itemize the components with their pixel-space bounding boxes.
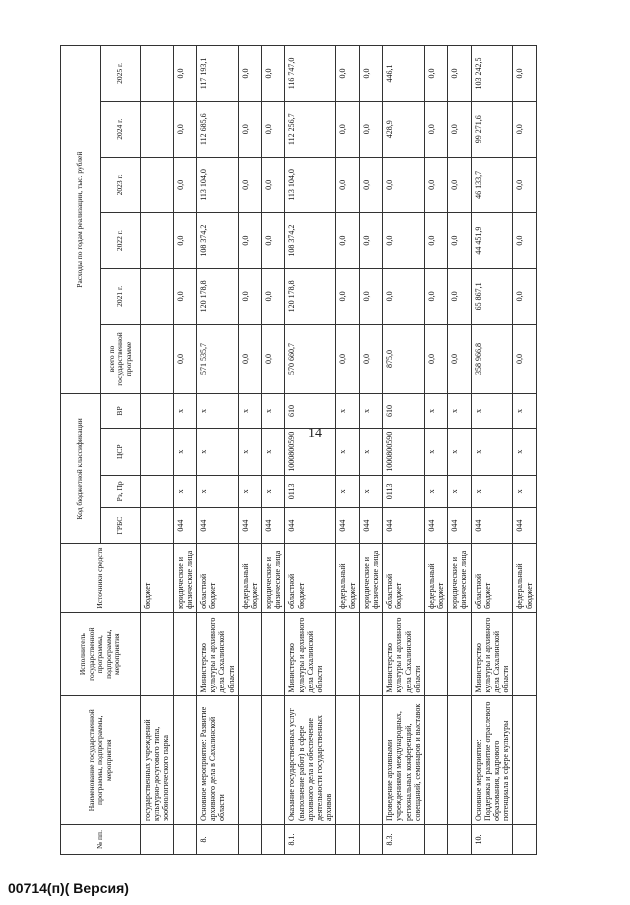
cell-source: юридические и физические лица	[173, 544, 196, 613]
cell-name	[238, 696, 261, 825]
cell-source: областной бюджет	[196, 544, 238, 613]
cell-num: 10.	[471, 825, 513, 855]
cell-vr	[141, 394, 174, 428]
cell-name: Основное мероприятие: Поддержка и развитие отраслевого образования, кадрового потенциала в сфере культуры	[471, 696, 513, 825]
cell-y2021: 0,0	[238, 268, 261, 324]
cell-csr: x	[238, 428, 261, 475]
cell-y2024: 112 685,6	[196, 101, 238, 157]
cell-y2024: 0,0	[238, 101, 261, 157]
header-2025: 2025 г.	[101, 46, 141, 102]
cell-executor	[359, 612, 382, 696]
cell-name: Проведение архивными учреждениями международных, региональных конференций, совещаний, семинаров и выставок	[383, 696, 425, 825]
header-expenses: Расходы по годам реализации, тыс. рублей	[61, 46, 101, 394]
cell-executor: Министерство культуры и архивного дела Сахалинской области	[383, 612, 425, 696]
cell-vr: x	[448, 394, 471, 428]
cell-rzpr: x	[336, 475, 359, 507]
cell-executor	[141, 612, 174, 696]
cell-y2021: 65 867,1	[471, 268, 513, 324]
cell-num	[262, 825, 285, 855]
cell-rzpr: x	[238, 475, 261, 507]
cell-csr: x	[513, 428, 536, 475]
cell-csr: x	[424, 428, 447, 475]
cell-csr: x	[196, 428, 238, 475]
cell-y2021	[141, 268, 174, 324]
cell-y2023: 0,0	[238, 157, 261, 213]
cell-source: юридические и физические лица	[448, 544, 471, 613]
table-body	[141, 46, 537, 855]
cell-name: Оказание государственных услуг (выполнение работ) в сфере архивного дела и обеспечение деятельности государственных архивов	[285, 696, 336, 825]
cell-y2024: 0,0	[262, 101, 285, 157]
header-total: всего по государственной программе	[101, 324, 141, 394]
cell-y2022: 0,0	[238, 213, 261, 269]
cell-executor	[424, 612, 447, 696]
cell-source: областной бюджет	[383, 544, 425, 613]
table-row	[471, 46, 513, 855]
cell-name	[448, 696, 471, 825]
cell-executor: Министерство культуры и архивного дела Сахалинской области	[285, 612, 336, 696]
cell-vr: x	[359, 394, 382, 428]
cell-rzpr: 0113	[383, 475, 425, 507]
cell-executor: Министерство культуры и архивного дела Сахалинской области	[471, 612, 513, 696]
cell-y2024	[141, 101, 174, 157]
cell-total: 0,0	[173, 324, 196, 394]
header-2024: 2024 г.	[101, 101, 141, 157]
cell-rzpr: x	[262, 475, 285, 507]
cell-y2023: 0,0	[383, 157, 425, 213]
cell-y2021: 0,0	[383, 268, 425, 324]
cell-vr: x	[196, 394, 238, 428]
table-row	[336, 46, 359, 855]
cell-csr: 1000800590	[285, 428, 336, 475]
cell-num: 8.1.	[285, 825, 336, 855]
page-number: 14	[308, 426, 322, 441]
table-row	[141, 46, 174, 855]
cell-vr: x	[424, 394, 447, 428]
table-row	[383, 46, 425, 855]
cell-total: 875,0	[383, 324, 425, 394]
cell-source: федеральный бюджет	[424, 544, 447, 613]
table-row	[513, 46, 536, 855]
cell-grbs: 044	[471, 507, 513, 543]
header-2021: 2021 г.	[101, 268, 141, 324]
cell-y2025: 0,0	[262, 46, 285, 102]
cell-y2025: 0,0	[238, 46, 261, 102]
cell-vr: x	[173, 394, 196, 428]
cell-y2025	[141, 46, 174, 102]
header-executor: Исполнитель государственной программы, подпрограммы, мероприятия	[61, 612, 141, 696]
cell-vr: x	[238, 394, 261, 428]
cell-executor	[336, 612, 359, 696]
cell-y2022: 0,0	[424, 213, 447, 269]
cell-csr: x	[448, 428, 471, 475]
cell-source: федеральный бюджет	[238, 544, 261, 613]
cell-y2023: 0,0	[336, 157, 359, 213]
cell-y2022: 44 451,9	[471, 213, 513, 269]
cell-y2023: 0,0	[262, 157, 285, 213]
cell-y2022	[141, 213, 174, 269]
cell-csr	[141, 428, 174, 475]
cell-vr: x	[336, 394, 359, 428]
cell-y2023: 0,0	[448, 157, 471, 213]
cell-grbs: 044	[448, 507, 471, 543]
cell-total: 358 966,8	[471, 324, 513, 394]
cell-y2022: 0,0	[359, 213, 382, 269]
cell-executor	[448, 612, 471, 696]
cell-y2025: 0,0	[359, 46, 382, 102]
cell-total: 0,0	[336, 324, 359, 394]
cell-vr: 610	[383, 394, 425, 428]
table-row	[448, 46, 471, 855]
cell-name: Основное мероприятие: Развитие архивного дела в Сахалинской области	[196, 696, 238, 825]
cell-num	[359, 825, 382, 855]
table-row	[196, 46, 238, 855]
cell-total: 571 535,7	[196, 324, 238, 394]
cell-grbs: 044	[336, 507, 359, 543]
cell-csr: x	[471, 428, 513, 475]
header-budget-code: Код бюджетной классификации	[61, 394, 101, 544]
header-num: № пп.	[61, 825, 141, 855]
cell-num	[336, 825, 359, 855]
cell-executor	[513, 612, 536, 696]
cell-csr: x	[262, 428, 285, 475]
cell-y2022: 0,0	[173, 213, 196, 269]
cell-total: 570 660,7	[285, 324, 336, 394]
cell-grbs: 044	[383, 507, 425, 543]
cell-rzpr: x	[448, 475, 471, 507]
cell-num	[448, 825, 471, 855]
cell-rzpr: x	[424, 475, 447, 507]
cell-y2025: 103 242,5	[471, 46, 513, 102]
cell-y2023: 0,0	[173, 157, 196, 213]
cell-num	[173, 825, 196, 855]
cell-y2025: 0,0	[173, 46, 196, 102]
cell-rzpr: 0113	[285, 475, 336, 507]
header-grbs: ГРБС	[101, 507, 141, 543]
cell-executor	[173, 612, 196, 696]
cell-name	[359, 696, 382, 825]
cell-rzpr: x	[359, 475, 382, 507]
cell-y2021: 0,0	[336, 268, 359, 324]
cell-y2025: 0,0	[513, 46, 536, 102]
cell-y2024: 0,0	[424, 101, 447, 157]
cell-y2022: 0,0	[513, 213, 536, 269]
cell-name	[424, 696, 447, 825]
table-row	[285, 46, 336, 855]
cell-executor: Министерство культуры и архивного дела Сахалинской области	[196, 612, 238, 696]
cell-executor	[238, 612, 261, 696]
cell-y2024: 0,0	[173, 101, 196, 157]
cell-y2024: 112 256,7	[285, 101, 336, 157]
cell-y2024: 0,0	[359, 101, 382, 157]
cell-name	[173, 696, 196, 825]
header-csr: ЦСР	[101, 428, 141, 475]
table-row	[173, 46, 196, 855]
cell-total: 0,0	[448, 324, 471, 394]
cell-y2022: 0,0	[383, 213, 425, 269]
cell-y2022: 108 374,2	[285, 213, 336, 269]
cell-source: бюджет	[141, 544, 174, 613]
cell-num	[424, 825, 447, 855]
cell-rzpr: x	[513, 475, 536, 507]
cell-y2024: 0,0	[513, 101, 536, 157]
cell-y2023: 0,0	[424, 157, 447, 213]
cell-total: 0,0	[238, 324, 261, 394]
cell-y2024: 0,0	[448, 101, 471, 157]
cell-y2025: 0,0	[448, 46, 471, 102]
cell-y2025: 117 193,1	[196, 46, 238, 102]
cell-grbs: 044	[513, 507, 536, 543]
cell-y2021: 0,0	[424, 268, 447, 324]
cell-y2021: 120 178,8	[196, 268, 238, 324]
cell-name	[513, 696, 536, 825]
cell-source: областной бюджет	[471, 544, 513, 613]
header-name: Наименование государственной программы, подпрограммы, мероприятия	[61, 696, 141, 825]
table-row	[424, 46, 447, 855]
expenses-table	[60, 45, 537, 855]
cell-source: федеральный бюджет	[513, 544, 536, 613]
cell-total: 0,0	[359, 324, 382, 394]
cell-grbs: 044	[173, 507, 196, 543]
cell-y2025: 0,0	[336, 46, 359, 102]
cell-total: 0,0	[513, 324, 536, 394]
cell-grbs: 044	[285, 507, 336, 543]
cell-grbs: 044	[424, 507, 447, 543]
cell-grbs: 044	[238, 507, 261, 543]
table-header	[61, 46, 141, 855]
table-row	[238, 46, 261, 855]
version-stamp: 00714(п)( Версия)	[8, 880, 129, 896]
cell-rzpr	[141, 475, 174, 507]
cell-y2023: 0,0	[513, 157, 536, 213]
cell-y2024: 0,0	[336, 101, 359, 157]
cell-rzpr: x	[196, 475, 238, 507]
cell-y2024: 428,9	[383, 101, 425, 157]
cell-y2023: 46 133,7	[471, 157, 513, 213]
cell-y2021: 0,0	[262, 268, 285, 324]
cell-y2022: 0,0	[336, 213, 359, 269]
cell-grbs: 044	[359, 507, 382, 543]
cell-y2025: 116 747,0	[285, 46, 336, 102]
cell-y2021: 0,0	[173, 268, 196, 324]
table-row	[359, 46, 382, 855]
cell-y2022: 0,0	[262, 213, 285, 269]
cell-source: областной бюджет	[285, 544, 336, 613]
cell-name	[336, 696, 359, 825]
cell-num	[513, 825, 536, 855]
table-rotator	[60, 45, 590, 855]
cell-name	[262, 696, 285, 825]
cell-vr: 610	[285, 394, 336, 428]
cell-y2025: 0,0	[424, 46, 447, 102]
cell-csr: x	[173, 428, 196, 475]
header-2022: 2022 г.	[101, 213, 141, 269]
cell-y2021: 0,0	[448, 268, 471, 324]
header-2023: 2023 г.	[101, 157, 141, 213]
cell-num	[238, 825, 261, 855]
cell-rzpr: x	[173, 475, 196, 507]
cell-grbs: 044	[196, 507, 238, 543]
cell-executor	[262, 612, 285, 696]
cell-total: 0,0	[424, 324, 447, 394]
cell-num: 8.	[196, 825, 238, 855]
cell-vr: x	[513, 394, 536, 428]
cell-y2023: 113 104,0	[196, 157, 238, 213]
cell-num	[141, 825, 174, 855]
cell-y2023: 113 104,0	[285, 157, 336, 213]
cell-y2021: 0,0	[513, 268, 536, 324]
cell-csr: x	[359, 428, 382, 475]
cell-y2021: 0,0	[359, 268, 382, 324]
cell-csr: 1000800590	[383, 428, 425, 475]
header-vr: ВР	[101, 394, 141, 428]
cell-y2021: 120 178,8	[285, 268, 336, 324]
cell-vr: x	[471, 394, 513, 428]
cell-source: юридические и физические лица	[262, 544, 285, 613]
cell-y2024: 99 271,6	[471, 101, 513, 157]
cell-grbs: 044	[262, 507, 285, 543]
cell-y2025: 446,1	[383, 46, 425, 102]
cell-y2023: 0,0	[359, 157, 382, 213]
cell-num: 8.3.	[383, 825, 425, 855]
cell-y2022: 108 374,2	[196, 213, 238, 269]
cell-y2022: 0,0	[448, 213, 471, 269]
cell-total: 0,0	[262, 324, 285, 394]
cell-y2023	[141, 157, 174, 213]
cell-csr: x	[336, 428, 359, 475]
cell-grbs	[141, 507, 174, 543]
cell-rzpr: x	[471, 475, 513, 507]
cell-name: государственных учреждений культурно-досугового типа, зообиологического парка	[141, 696, 174, 825]
cell-total	[141, 324, 174, 394]
header-source: Источники средств	[61, 544, 141, 613]
table-row	[262, 46, 285, 855]
cell-source: федеральный бюджет	[336, 544, 359, 613]
cell-vr: x	[262, 394, 285, 428]
header-rzpr: Рз, Пр	[101, 475, 141, 507]
cell-source: юридические и физические лица	[359, 544, 382, 613]
